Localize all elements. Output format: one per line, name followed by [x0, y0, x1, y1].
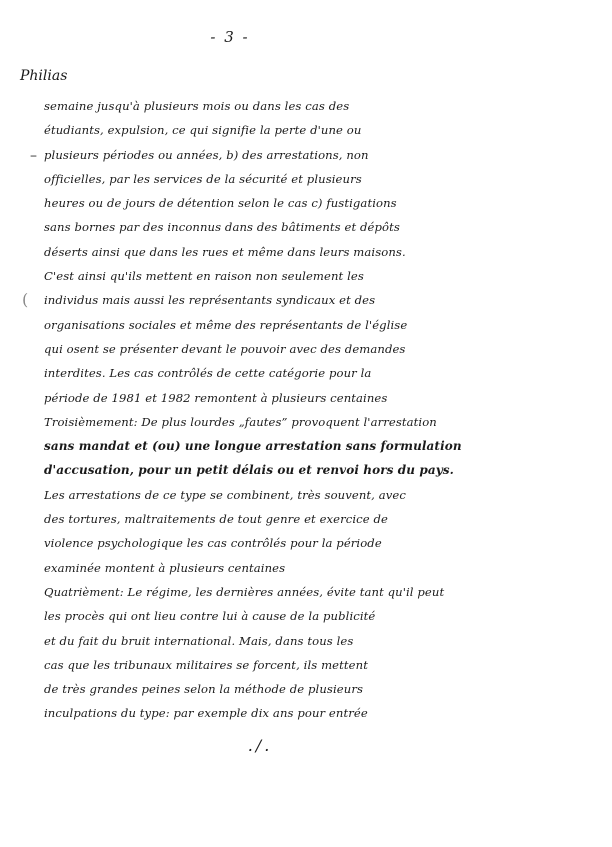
page-number: - 3 -: [210, 28, 250, 46]
text-line: C'est ainsi qu'ils mettent en raison non seulement les: [44, 269, 364, 284]
text-line: semaine jusqu'à plusieurs mois ou dans les cas des: [44, 99, 350, 113]
text-line: violence psychologique les cas contrôlés pour la période: [44, 536, 382, 551]
text-line: Quatrièment: Le régime, les dernières années, évite tant qu'il peut: [44, 584, 445, 599]
text-line: Les arrestations de ce type se combinent, très souvent, avec: [44, 487, 406, 502]
text-line: cas que les tribunaux militaires se forcent, ils mettent: [44, 657, 368, 672]
margin-dash-mark: –: [30, 148, 37, 164]
text-line: et du fait du bruit international. Mais, dans tous les: [44, 633, 354, 648]
text-line: déserts ainsi que dans les rues et même dans leurs maisons.: [44, 244, 406, 259]
header-name: Philias: [20, 68, 68, 84]
text-line: sans bornes par des inconnus dans des bâtiments et dépôts: [44, 220, 400, 235]
text-line: Troisièmement: De plus lourdes „fautes” provoquent l'arrestation: [44, 414, 437, 429]
text-line: heures ou de jours de détention selon le cas c) fustigations: [44, 196, 397, 211]
handwritten-body: [44, 94, 544, 726]
text-line: officielles, par les services de la sécurité et plusieurs: [44, 171, 362, 186]
text-line: individus mais aussi les représentants syndicaux et des: [44, 293, 376, 308]
text-line: sans mandat et (ou) une longue arrestation sans formulation: [44, 439, 462, 454]
text-line: interdites. Les cas contrôlés de cette catégorie pour la: [44, 366, 372, 381]
text-line: examinée montent à plusieurs centaines: [44, 560, 286, 575]
text-line: d'accusation, pour un petit délais ou et renvoi hors du pays.: [44, 463, 454, 478]
margin-arc-mark: (: [22, 290, 29, 309]
text-line: des tortures, maltraitements de tout genre et exercice de: [44, 512, 389, 527]
text-line: période de 1981 et 1982 remontent à plusieurs centaines: [44, 390, 388, 405]
text-line: de très grandes peines selon la méthode de plusieurs: [44, 682, 364, 697]
page-continuation-mark: ./.: [247, 736, 273, 755]
text-line: qui osent se présenter devant le pouvoir avec des demandes: [44, 341, 406, 356]
text-line: étudiants, expulsion, ce qui signifie la perte d'une ou: [44, 123, 362, 138]
text-line: inculpations du type: par exemple dix ans pour entrée: [44, 706, 368, 721]
text-line: organisations sociales et même des représentants de l'église: [44, 317, 408, 332]
text-line: plusieurs périodes ou années, b) des arrestations, non: [44, 147, 369, 162]
text-line: les procès qui ont lieu contre lui à cause de la publicité: [44, 609, 376, 624]
